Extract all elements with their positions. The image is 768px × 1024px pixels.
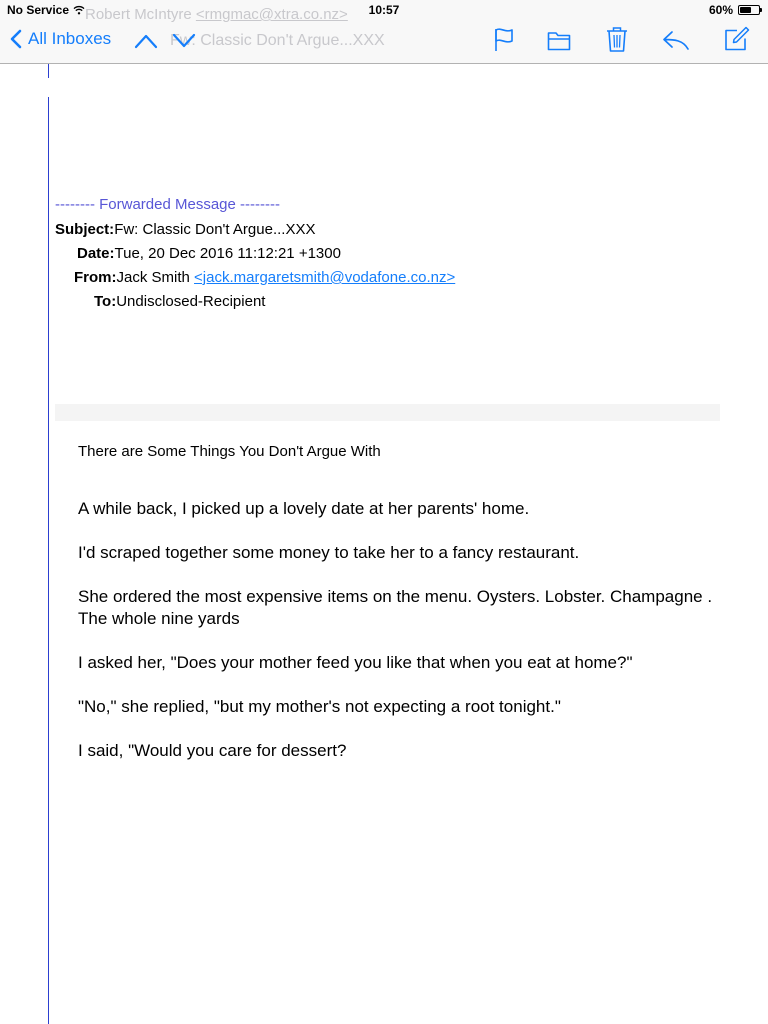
quote-bar [48,97,49,1024]
message-title: There are Some Things You Don't Argue With [78,443,381,460]
trash-icon[interactable] [606,26,628,53]
message-paragraph: I asked her, "Does your mother feed you like that when you eat at home?" [78,653,633,672]
chevron-up-icon[interactable] [134,31,158,51]
battery-level [740,7,751,13]
divider-band [55,404,720,421]
clock: 10:57 [368,3,400,17]
from-name: Jack Smith [116,269,190,286]
wifi-icon [73,5,85,15]
to-label: To: [94,293,117,310]
from-row [74,269,455,286]
chevron-left-icon [10,29,22,49]
battery-icon [738,5,760,15]
subject-label: Subject: [55,221,115,238]
battery-percent: 60% [708,3,733,17]
message-paragraph: She ordered the most expensive items on the menu. Oysters. Lobster. Champagne . The whole nine yards [78,587,713,628]
to-row [94,293,265,310]
compose-icon[interactable] [724,26,750,52]
date-value: Tue, 20 Dec 2016 11:12:21 +1300 [114,245,341,262]
message-paragraph: "No," she replied, "but my mother's not expecting a root tonight." [78,697,561,716]
quote-bar-top [48,64,49,78]
flag-icon[interactable] [493,27,515,53]
subject-row [55,221,315,238]
date-row [77,245,341,262]
message-paragraph: A while back, I picked up a lovely date at her parents' home. [78,499,530,518]
ghost-sender-name: Robert McIntyre [85,6,192,23]
subject-value: Fw: Classic Don't Argue...XXX [114,221,316,238]
message-paragraph: I'd scraped together some money to take her to a fancy restaurant. [78,543,580,562]
to-value: Undisclosed-Recipient [116,293,266,310]
forwarded-message-header: -------- Forwarded Message -------- [55,196,280,213]
all-inboxes-back-button[interactable] [10,29,111,49]
back-button-label: All Inboxes [28,29,112,48]
status-bar [0,0,768,20]
carrier-label: No Service [7,3,70,17]
chevron-down-icon[interactable] [172,31,196,51]
reply-icon[interactable] [662,29,690,51]
from-email-link[interactable]: <jack.margaretsmith@vodafone.co.nz> [194,269,456,286]
folder-icon[interactable] [547,30,571,52]
date-label: Date: [77,245,115,262]
from-label: From: [74,269,117,286]
ghost-subject: Fw: Classic Don't Argue...XXX [170,32,385,49]
message-paragraph: I said, "Would you care for dessert? [78,741,347,760]
ghost-sender-email: <rmgmac@xtra.co.nz> [195,6,348,23]
